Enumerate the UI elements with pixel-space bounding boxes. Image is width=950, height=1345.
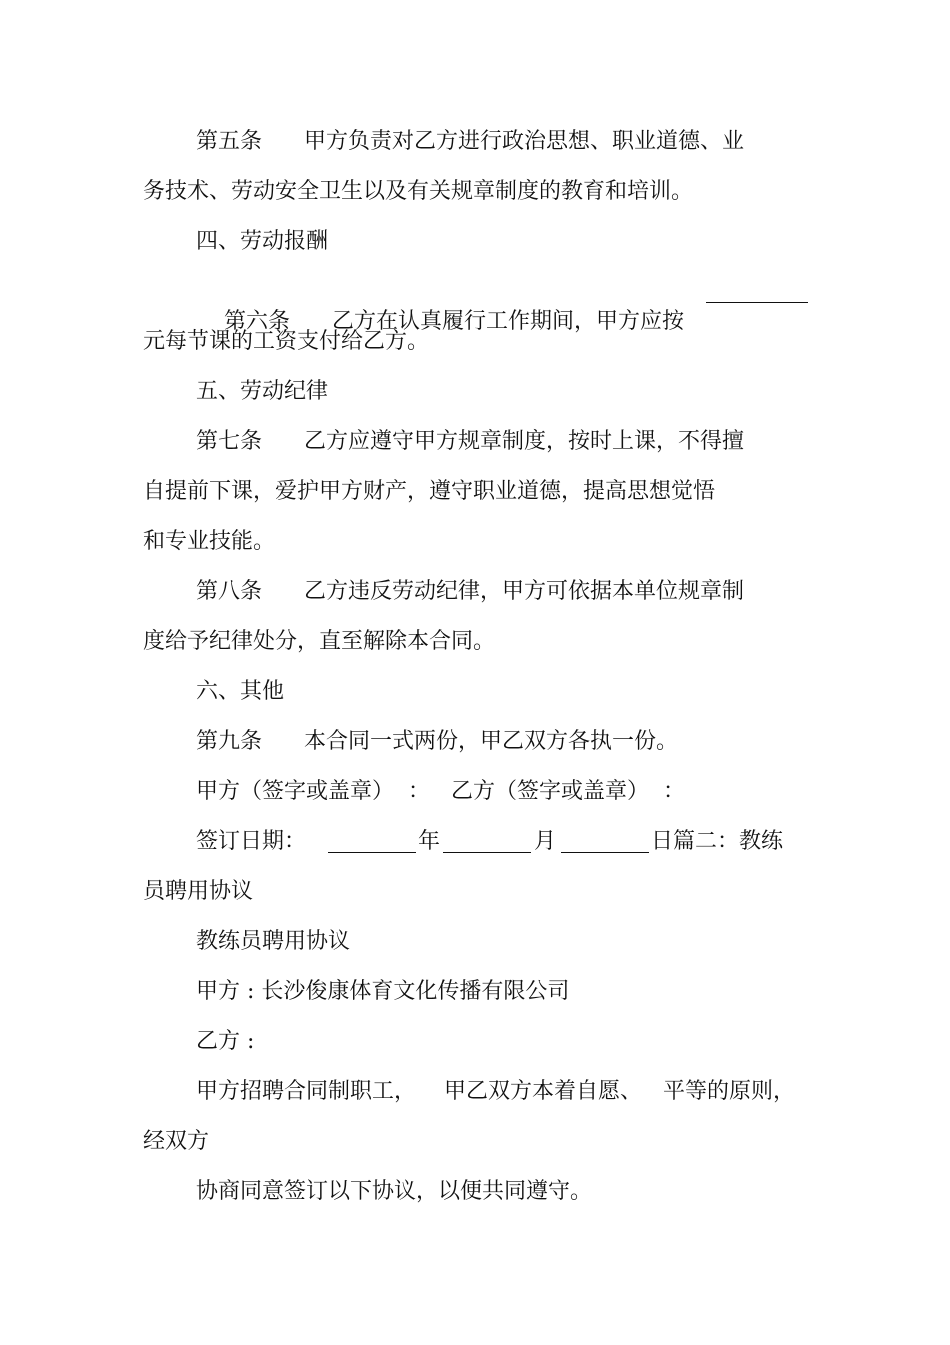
article-7-line-1: 第七条 乙方应遵守甲方规章制度，按时上课，不得擅 <box>196 429 744 454</box>
part-two-title-cont: 员聘用协议 <box>143 879 254 904</box>
section-heading-discipline: 五、劳动纪律 <box>196 379 329 404</box>
recruitment-line-1: 甲方招聘合同制职工， 甲乙双方本着自愿、 平等的原则， <box>196 1079 795 1104</box>
month-blank <box>443 832 531 853</box>
article-6-text: 第六条 乙方在认真履行工作期间，甲方应按 <box>223 309 684 334</box>
article-8-line-2: 度给予纪律处分，直至解除本合同。 <box>143 629 496 654</box>
day-and-part-two: 日篇二：教练 <box>651 829 784 854</box>
article-6-line-1 <box>196 277 684 334</box>
year-blank <box>328 832 416 853</box>
agreement-title: 教练员聘用协议 <box>196 929 351 954</box>
article-7-line-3: 和专业技能。 <box>143 529 276 554</box>
article-7-line-2: 自提前下课，爱护甲方财产，遵守职业道德，提高思想觉悟 <box>143 479 716 504</box>
section-heading-other: 六、其他 <box>196 679 285 704</box>
article-9-line: 第九条 本合同一式两份，甲乙双方各执一份。 <box>196 729 678 754</box>
recruitment-line-2: 经双方 <box>143 1129 210 1154</box>
article-5-line-2: 务技术、劳动安全卫生以及有关规章制度的教育和培训。 <box>143 179 694 204</box>
party-a-line: 甲方 : 长沙俊康体育文化传播有限公司 <box>196 979 570 1004</box>
recruitment-line-3: 协商同意签订以下协议，以便共同遵守。 <box>196 1179 593 1204</box>
article-5-line-1: 第五条 甲方负责对乙方进行政治思想、职业道德、业 <box>196 129 744 154</box>
wage-blank <box>706 282 808 303</box>
signature-line: 甲方（签字或盖章） ： 乙方（签字或盖章） ： <box>196 779 685 804</box>
article-8-line-1: 第八条 乙方违反劳动纪律，甲方可依据本单位规章制 <box>196 579 744 604</box>
sign-date-label: 签订日期： <box>196 829 307 854</box>
party-b-line: 乙方 : <box>196 1029 255 1054</box>
section-heading-remuneration: 四、劳动报酬 <box>196 229 329 254</box>
article-6-line-2: 元每节课的工资支付给乙方。 <box>143 329 430 354</box>
month-label: 月 <box>534 829 557 854</box>
day-blank <box>561 832 649 853</box>
year-label: 年 <box>418 829 441 854</box>
